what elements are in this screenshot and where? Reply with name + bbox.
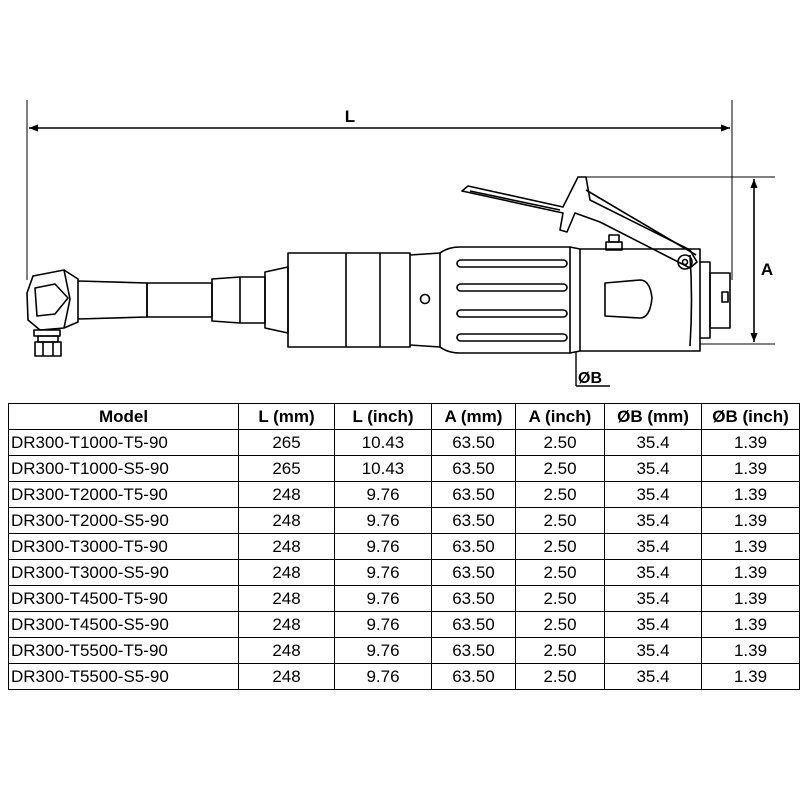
- table-row: [9, 482, 800, 508]
- l-mm-cell: 265: [239, 456, 335, 482]
- l-inch-cell: 10.43: [335, 430, 432, 456]
- l-inch-cell: 9.76: [335, 534, 432, 560]
- b-inch-cell: 1.39: [702, 508, 800, 534]
- model-cell: DR300-T1000-S5-90: [9, 456, 239, 482]
- l-inch-cell: 9.76: [335, 508, 432, 534]
- front-tube: [78, 277, 265, 323]
- angle-head: [27, 270, 78, 356]
- spec-table-header: [9, 404, 800, 430]
- header-model: Model: [9, 404, 239, 430]
- header-l-inch: L (inch): [335, 404, 432, 430]
- l-mm-cell: 248: [239, 560, 335, 586]
- diameter-dimension: [576, 352, 610, 387]
- l-mm-cell: 248: [239, 612, 335, 638]
- header-b-mm: ØB (mm): [605, 404, 702, 430]
- b-inch-cell: 1.39: [702, 638, 800, 664]
- l-inch-cell: 9.76: [335, 560, 432, 586]
- a-mm-cell: 63.50: [432, 586, 516, 612]
- length-label: L: [344, 107, 356, 126]
- l-inch-cell: 9.76: [335, 482, 432, 508]
- b-mm-cell: 35.4: [605, 560, 702, 586]
- model-cell: DR300-T2000-T5-90: [9, 482, 239, 508]
- a-inch-cell: 2.50: [516, 482, 605, 508]
- tool-outline: [27, 177, 730, 356]
- b-inch-cell: 1.39: [702, 430, 800, 456]
- b-inch-cell: 1.39: [702, 560, 800, 586]
- model-cell: DR300-T2000-S5-90: [9, 508, 239, 534]
- l-mm-cell: 248: [239, 482, 335, 508]
- a-mm-cell: 63.50: [432, 560, 516, 586]
- l-mm-cell: 248: [239, 638, 335, 664]
- a-mm-cell: 63.50: [432, 612, 516, 638]
- model-cell: DR300-T5500-T5-90: [9, 638, 239, 664]
- grip-body: [440, 247, 580, 353]
- a-inch-cell: 2.50: [516, 534, 605, 560]
- b-mm-cell: 35.4: [605, 612, 702, 638]
- model-cell: DR300-T4500-S5-90: [9, 612, 239, 638]
- l-mm-cell: 248: [239, 534, 335, 560]
- spec-table: [8, 403, 800, 690]
- model-cell: DR300-T3000-S5-90: [9, 560, 239, 586]
- b-mm-cell: 35.4: [605, 508, 702, 534]
- model-cell: DR300-T1000-T5-90: [9, 430, 239, 456]
- b-mm-cell: 35.4: [605, 638, 702, 664]
- l-mm-cell: 248: [239, 508, 335, 534]
- header-a-mm: A (mm): [432, 404, 516, 430]
- table-row: [9, 508, 800, 534]
- a-mm-cell: 63.50: [432, 482, 516, 508]
- header-row: [9, 404, 800, 430]
- a-inch-cell: 2.50: [516, 560, 605, 586]
- a-mm-cell: 63.50: [432, 664, 516, 690]
- l-inch-cell: 9.76: [335, 586, 432, 612]
- b-mm-cell: 35.4: [605, 586, 702, 612]
- table-row: [9, 586, 800, 612]
- a-inch-cell: 2.50: [516, 664, 605, 690]
- height-label: A: [760, 260, 774, 279]
- clutch-collar: [265, 253, 440, 347]
- b-inch-cell: 1.39: [702, 456, 800, 482]
- a-mm-cell: 63.50: [432, 430, 516, 456]
- l-mm-cell: 265: [239, 430, 335, 456]
- l-inch-cell: 9.76: [335, 638, 432, 664]
- b-mm-cell: 35.4: [605, 664, 702, 690]
- b-mm-cell: 35.4: [605, 456, 702, 482]
- b-mm-cell: 35.4: [605, 482, 702, 508]
- a-inch-cell: 2.50: [516, 430, 605, 456]
- a-mm-cell: 63.50: [432, 534, 516, 560]
- diameter-label: ØB: [578, 370, 602, 387]
- header-b-inch: ØB (inch): [702, 404, 800, 430]
- model-cell: DR300-T4500-T5-90: [9, 586, 239, 612]
- a-mm-cell: 63.50: [432, 508, 516, 534]
- table-row: [9, 456, 800, 482]
- table-row: [9, 430, 800, 456]
- b-inch-cell: 1.39: [702, 534, 800, 560]
- a-inch-cell: 2.50: [516, 508, 605, 534]
- spec-table-body: [9, 430, 800, 690]
- table-row: [9, 638, 800, 664]
- l-mm-cell: 248: [239, 586, 335, 612]
- model-cell: DR300-T5500-S5-90: [9, 664, 239, 690]
- b-inch-cell: 1.39: [702, 664, 800, 690]
- table-row: [9, 560, 800, 586]
- table-row: [9, 612, 800, 638]
- b-mm-cell: 35.4: [605, 534, 702, 560]
- l-mm-cell: 248: [239, 664, 335, 690]
- b-inch-cell: 1.39: [702, 586, 800, 612]
- b-mm-cell: 35.4: [605, 430, 702, 456]
- a-inch-cell: 2.50: [516, 612, 605, 638]
- a-inch-cell: 2.50: [516, 586, 605, 612]
- l-inch-cell: 9.76: [335, 612, 432, 638]
- header-l-mm: L (mm): [239, 404, 335, 430]
- tool-drawing: [0, 0, 800, 395]
- motor-housing: [580, 249, 730, 351]
- b-inch-cell: 1.39: [702, 482, 800, 508]
- a-inch-cell: 2.50: [516, 456, 605, 482]
- header-a-inch: A (inch): [516, 404, 605, 430]
- model-cell: DR300-T3000-T5-90: [9, 534, 239, 560]
- a-inch-cell: 2.50: [516, 638, 605, 664]
- a-mm-cell: 63.50: [432, 456, 516, 482]
- l-inch-cell: 10.43: [335, 456, 432, 482]
- b-inch-cell: 1.39: [702, 612, 800, 638]
- table-row: [9, 664, 800, 690]
- a-mm-cell: 63.50: [432, 638, 516, 664]
- l-inch-cell: 9.76: [335, 664, 432, 690]
- table-row: [9, 534, 800, 560]
